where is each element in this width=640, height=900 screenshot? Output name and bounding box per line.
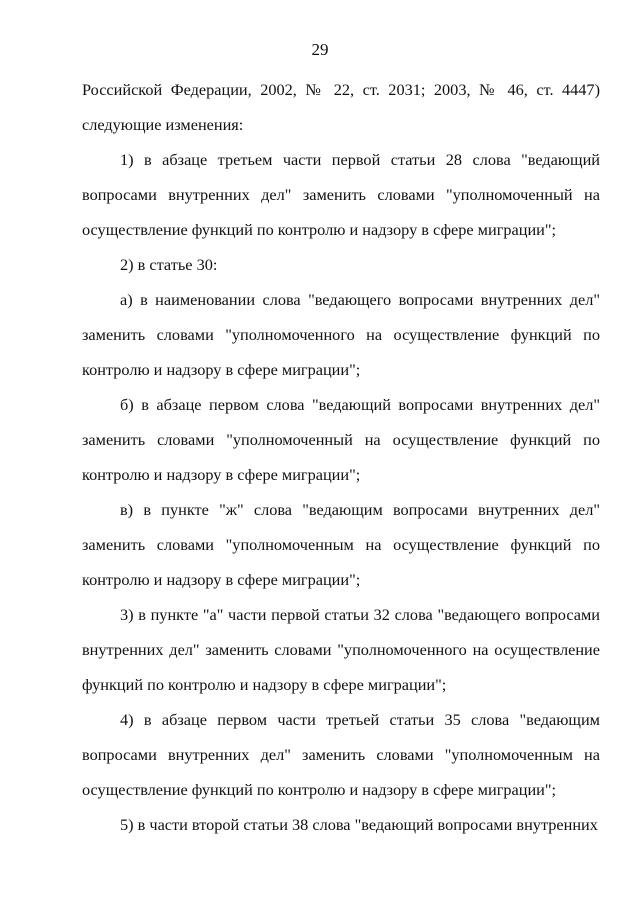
paragraph-item-2b: б) в абзаце первом слова "ведающий вопросами внутренних дел" заменить словами "уполномоченный на осуществление функций по контролю и надзору в сфере миграции";	[82, 395, 600, 484]
paragraph-item-3: 3) в пункте "а" части первой статьи 32 слова "ведающего вопросами внутренних дел" заменить словами "уполномоченного на осуществление функций по контролю и надзору в сфере миграции";	[82, 605, 600, 694]
paragraph-item-5: 5) в части второй статьи 38 слова "ведающий вопросами внутренних	[120, 815, 598, 834]
paragraph-item-2v: в) в пункте "ж" слова "ведающим вопросами внутренних дел" заменить словами "уполномоченным на осуществление функций по контролю и надзору в сфере миграции";	[82, 500, 600, 589]
paragraph-item-4: 4) в абзаце первом части третьей статьи 35 слова "ведающим вопросами внутренних дел" заменить словами "уполномоченным на осуществление функций по контролю и надзору в сфере миграции";	[82, 710, 600, 799]
paragraph-item-2a: а) в наименовании слова "ведающего вопросами внутренних дел" заменить словами "уполномоченного на осуществление функций по контролю и надзору в сфере миграции";	[82, 290, 600, 379]
paragraph-item-2: 2) в статье 30:	[120, 255, 218, 274]
document-body	[82, 72, 600, 842]
paragraph-item-1: 1) в абзаце третьем части первой статьи 28 слова "ведающий вопросами внутренних дел" заменить словами "уполномоченный на осуществление функций по контролю и надзору в сфере миграции";	[82, 150, 600, 239]
page-number: 29	[311, 40, 329, 59]
paragraph-intro: Российской Федерации, 2002, № 22, ст. 2031; 2003, № 46, ст. 4447) следующие изменения:	[82, 80, 600, 134]
